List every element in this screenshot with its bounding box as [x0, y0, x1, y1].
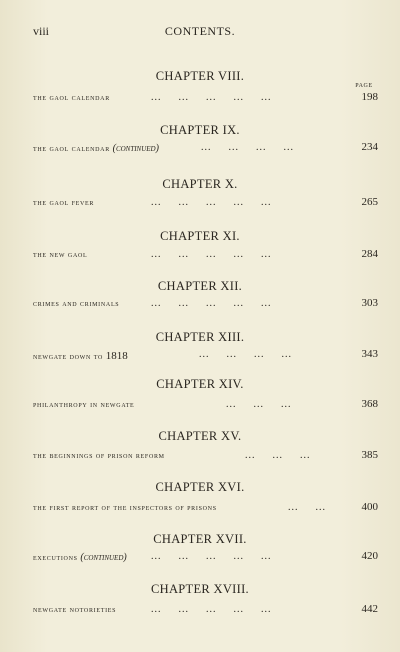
page-number: 284 — [361, 248, 378, 260]
entry-title: the beginnings of prison reform — [33, 451, 165, 460]
entry-title: newgate down to 1818 — [33, 350, 128, 362]
page-number: 420 — [361, 550, 378, 562]
leader-dots: ... ... ... ... — [199, 349, 292, 360]
chapter-heading: CHAPTER XIII. — [155, 330, 245, 344]
page-number: 198 — [361, 91, 378, 103]
toc-entry[interactable] — [33, 350, 378, 364]
entry-title: the gaol calendar (continued) — [33, 143, 159, 154]
page-number: 368 — [361, 398, 378, 410]
entry-title: the gaol fever — [33, 198, 95, 207]
entry-title: the gaol calendar — [33, 93, 110, 102]
toc-entry[interactable] — [33, 451, 378, 465]
toc-entry[interactable] — [33, 143, 378, 157]
leader-dots: ... ... — [288, 502, 326, 513]
toc-entry[interactable] — [33, 299, 378, 313]
chapter-heading: CHAPTER XV. — [158, 429, 242, 443]
page-column-label: PAGE — [355, 83, 373, 89]
page-number: 234 — [361, 141, 378, 153]
page-number: 442 — [361, 603, 378, 615]
leader-dots: ... ... ... ... — [201, 142, 294, 153]
page-folio: viii — [33, 24, 50, 38]
page-number: 385 — [361, 449, 378, 461]
toc-entry[interactable] — [33, 198, 378, 212]
entry-title: executions (continued) — [33, 552, 127, 563]
page-number: 265 — [361, 196, 378, 208]
chapter-heading: CHAPTER XVI. — [155, 480, 245, 494]
leader-dots: ... ... ... ... ... — [151, 249, 272, 260]
toc-entry[interactable] — [33, 93, 378, 107]
chapter-heading: CHAPTER IX. — [160, 123, 240, 137]
entry-title: crimes and criminals — [33, 299, 120, 308]
chapter-heading: CHAPTER XI. — [160, 229, 240, 243]
toc-entry[interactable] — [33, 605, 378, 619]
entry-title: philanthropy in newgate — [33, 400, 135, 409]
toc-entry[interactable] — [33, 503, 378, 517]
page-number: 303 — [361, 297, 378, 309]
chapter-heading: CHAPTER XII. — [157, 279, 243, 293]
leader-dots: ... ... ... ... ... — [151, 551, 272, 562]
leader-dots: ... ... ... — [226, 399, 292, 410]
chapter-heading: CHAPTER X. — [162, 177, 238, 191]
toc-entry[interactable] — [33, 552, 378, 566]
chapter-heading: CHAPTER XVII. — [153, 532, 247, 546]
entry-title: the first report of the inspectors of prisons — [33, 503, 217, 512]
leader-dots: ... ... ... ... ... — [151, 298, 272, 309]
toc-entry[interactable] — [33, 400, 378, 414]
page-number: 400 — [361, 501, 378, 513]
leader-dots: ... ... ... ... ... — [151, 92, 272, 103]
entry-title: newgate notorieties — [33, 605, 117, 614]
leader-dots: ... ... ... ... ... — [151, 197, 272, 208]
page-number: 343 — [361, 348, 378, 360]
entry-title: the new gaol — [33, 250, 88, 259]
chapter-heading: CHAPTER VIII. — [155, 69, 245, 83]
leader-dots: ... ... ... — [245, 450, 311, 461]
chapter-heading: CHAPTER XIV. — [156, 377, 244, 391]
running-head: CONTENTS. — [164, 24, 236, 38]
leader-dots: ... ... ... ... ... — [151, 604, 272, 615]
chapter-heading: CHAPTER XVIII. — [151, 582, 249, 596]
toc-entry[interactable] — [33, 250, 378, 264]
